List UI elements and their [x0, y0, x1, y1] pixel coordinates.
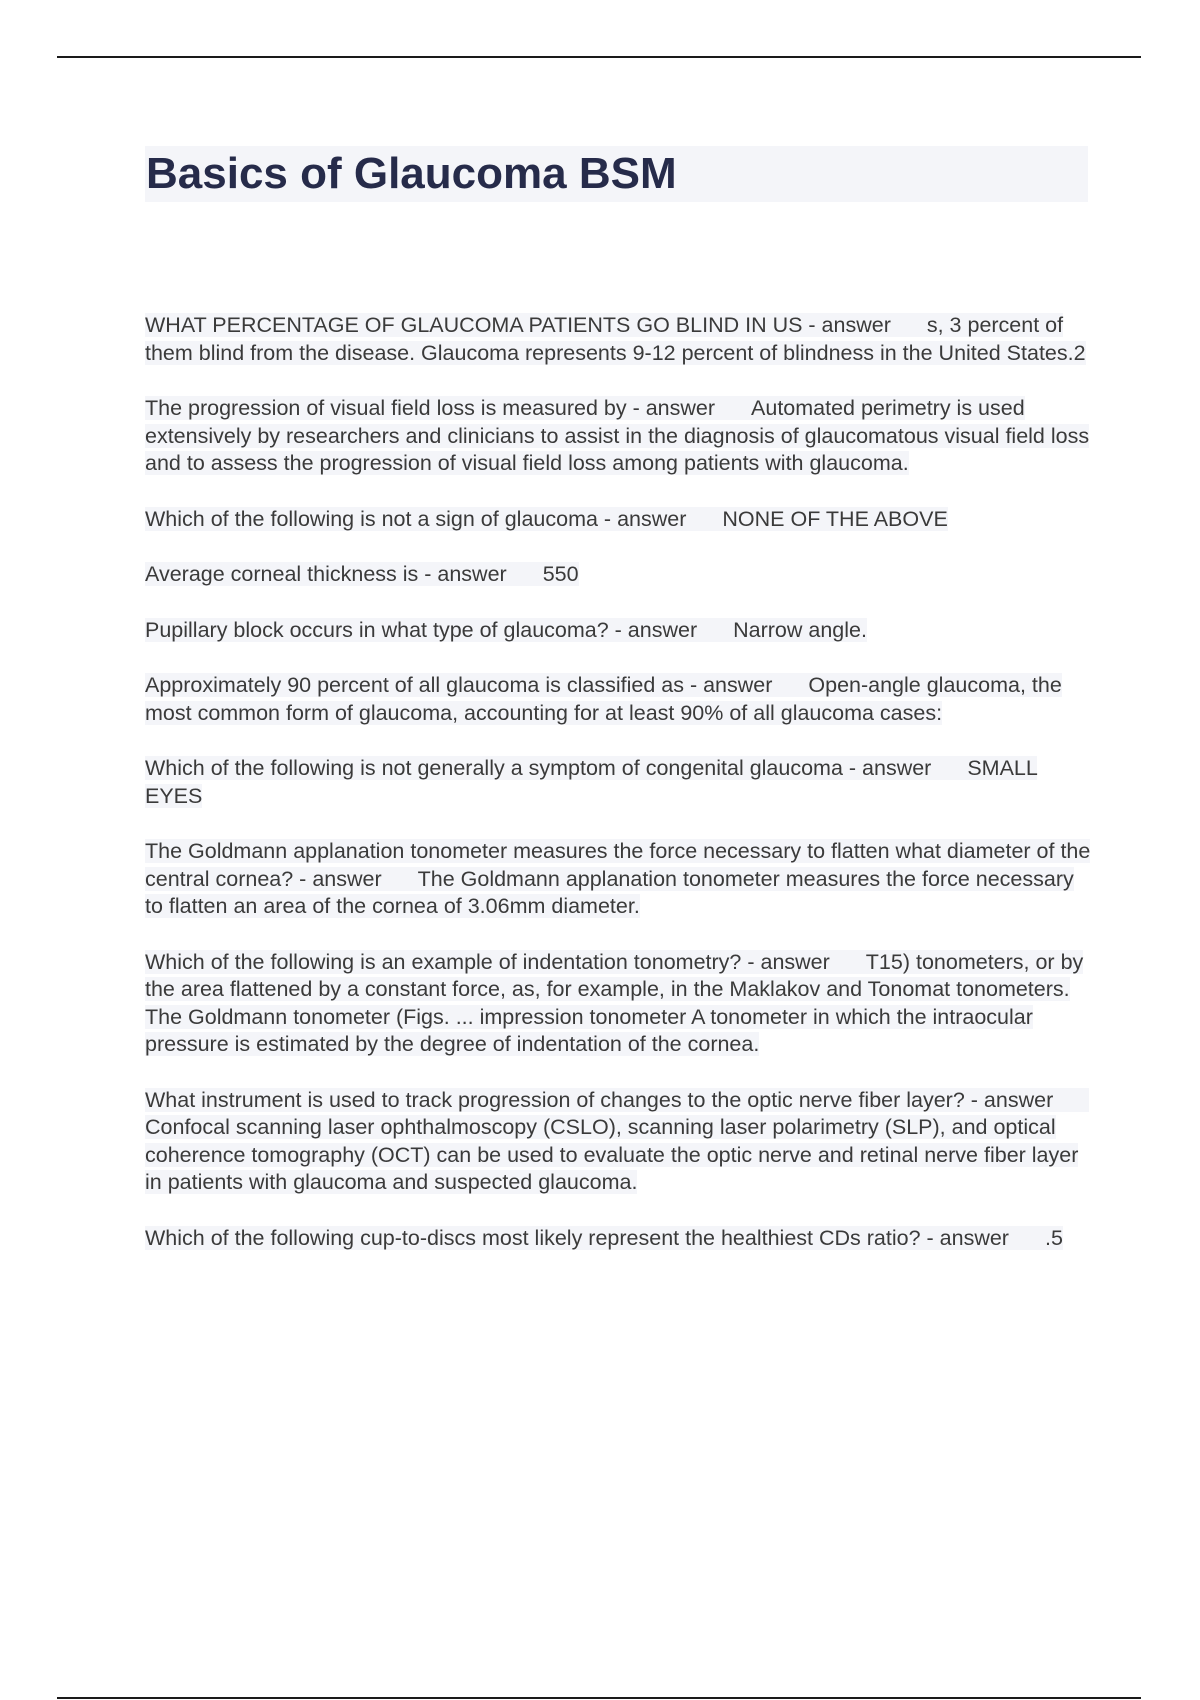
qa-list: [145, 312, 1095, 1280]
separator: -: [741, 949, 761, 974]
answer-text: Confocal scanning laser ophthalmoscopy (CSLO), scanning laser polarimetry (SLP), and optical coherence tomography (OCT) can be used to evaluate the optic nerve and retinal nerve fiber layer in patients with glaucoma and suspected glaucoma.: [145, 1115, 1079, 1194]
separator: -: [920, 1225, 940, 1250]
answer-text: .5: [1044, 1225, 1063, 1250]
answer-label: answer: [645, 396, 716, 420]
answer-text: NONE OF THE ABOVE: [722, 506, 948, 531]
answer-label: answer: [437, 562, 507, 586]
separator: -: [608, 617, 628, 642]
answer-label: answer: [703, 673, 773, 697]
question-text: Pupillary block occurs in what type of glaucoma?: [145, 617, 609, 642]
answer-text: T15) tonometers, or by the area flattened by a constant force, as, for example, in the Maklakov and Tonomat tonometers. The Goldmann tonometer (Figs. ... impression tonometer A tonometer in which the intraocular pressure is estimated by the degree of indentation of the cornea.: [145, 949, 1084, 1056]
qa-item: [145, 1087, 1095, 1197]
question-text: Which of the following is not generally a symptom of congenital glaucoma: [145, 756, 843, 780]
document-title: Basics of Glaucoma BSM: [146, 149, 677, 198]
question-text: Which of the following cup-to-discs most likely represent the healthiest CDs ratio?: [145, 1225, 921, 1250]
answer-label: answer: [627, 617, 698, 642]
separator: -: [842, 756, 863, 780]
answer-text: Automated perimetry is used extensively by researchers and clinicians to assist in the diagnosis of glaucomatous visual field loss and to assess the progression of visual field loss among patients with glaucoma.: [145, 396, 1090, 475]
answer-text: s, 3 percent of them blind from the disease. Glaucoma represents 9-12 percent of blindness in the United States.2: [145, 313, 1086, 365]
qa-item: [145, 395, 1095, 478]
answer-text: The Goldmann applanation tonometer measures the force necessary to flatten an area of the cornea of 3.06mm diameter.: [145, 866, 1074, 918]
qa-item: [145, 506, 1095, 534]
answer-text: Open-angle glaucoma, the most common form of glaucoma, accounting for at least 90% of all glaucoma cases:: [145, 673, 1062, 725]
title-block: [145, 146, 1088, 202]
answer-text: 550: [542, 562, 579, 586]
separator: -: [626, 396, 646, 420]
answer-text: SMALL EYES: [145, 756, 1038, 808]
question-text: Approximately 90 percent of all glaucoma is classified as: [145, 673, 684, 697]
qa-item: [145, 617, 1095, 645]
question-text: WHAT PERCENTAGE OF GLAUCOMA PATIENTS GO BLIND IN US: [145, 313, 803, 337]
question-text: What instrument is used to track progression of changes to the optic nerve fiber layer?: [145, 1087, 965, 1112]
separator: -: [293, 866, 313, 891]
answer-label: answer: [821, 313, 891, 337]
separator: -: [802, 313, 822, 337]
qa-item: [145, 1225, 1095, 1253]
question-text: Which of the following is not a sign of glaucoma: [145, 506, 598, 531]
separator: -: [683, 673, 704, 697]
question-text: The Goldmann applanation tonometer measures the force necessary to flatten what diameter of the central cornea?: [145, 839, 1091, 891]
answer-label: answer: [983, 1087, 1054, 1112]
answer-label: answer: [617, 506, 687, 531]
answer-label: answer: [760, 949, 830, 974]
answer-text: Narrow angle.: [733, 617, 867, 642]
question-text: The progression of visual field loss is measured by: [145, 396, 627, 420]
qa-item: [145, 949, 1095, 1059]
qa-item: [145, 561, 1095, 589]
answer-label: answer: [312, 866, 382, 891]
answer-label: answer: [862, 756, 932, 780]
top-rule: [57, 56, 1141, 58]
question-text: Which of the following is an example of indentation tonometry?: [145, 949, 742, 974]
qa-item: [145, 312, 1095, 367]
bottom-rule: [57, 1697, 1141, 1699]
qa-item: [145, 838, 1095, 921]
separator: -: [418, 562, 438, 586]
qa-item: [145, 672, 1095, 727]
question-text: Average corneal thickness is: [145, 562, 419, 586]
qa-item: [145, 755, 1095, 810]
separator: -: [597, 506, 618, 531]
answer-label: answer: [939, 1225, 1009, 1250]
separator: -: [964, 1087, 984, 1112]
